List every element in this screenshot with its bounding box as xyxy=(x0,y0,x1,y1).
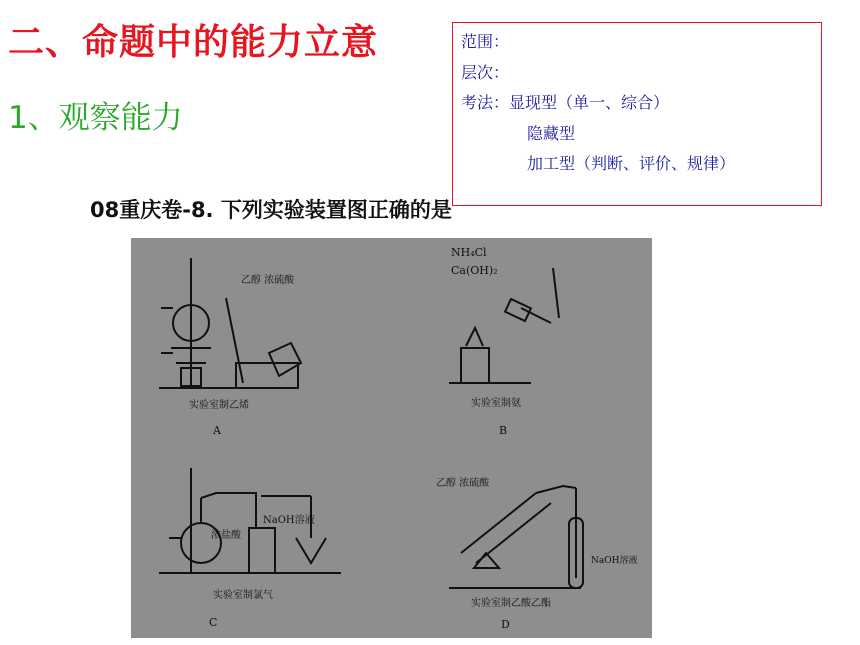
panel-c-reagent-label: 浓盐酸 xyxy=(211,530,241,541)
panel-d-apparatus xyxy=(449,486,583,588)
panel-d-reagent-label: 乙醇 浓硫酸 xyxy=(436,478,490,489)
panel-b-apparatus xyxy=(449,268,559,383)
panel-a-caption: 实验室制乙烯 xyxy=(189,400,249,411)
section-heading: 1、观察能力 xyxy=(8,100,183,136)
panel-c-reagent-label-2: NaOH溶液 xyxy=(263,515,315,526)
notes-line-scope: 范围： xyxy=(461,32,510,51)
notes-line-hidden: 隐藏型 xyxy=(527,123,576,143)
slide-title: 二、命题中的能力立意 xyxy=(8,22,379,63)
panel-d-letter: D xyxy=(501,618,510,631)
panel-b-reagent-2: Ca(OH)₂ xyxy=(451,264,498,277)
panel-a-letter: A xyxy=(213,424,221,437)
panel-a-reagent-label: 乙醇 浓硫酸 xyxy=(241,275,295,286)
notes-line-method: 考法：显现型（单一、综合） xyxy=(461,93,670,112)
panel-b-reagent-1: NH₄Cl xyxy=(451,246,487,259)
panel-b-caption: 实验室制氨 xyxy=(471,398,521,409)
apparatus-figure xyxy=(131,238,652,638)
question-text: 08重庆卷-8. 下列实验装置图正确的是 xyxy=(90,198,452,222)
notes-line-level: 层次： xyxy=(461,62,510,82)
panel-d-caption: 实验室制乙酸乙酯 xyxy=(471,598,551,609)
panel-c-caption: 实验室制氯气 xyxy=(213,590,273,601)
notes-line-processed: 加工型（判断、评价、规律） xyxy=(527,154,736,173)
panel-c-letter: C xyxy=(209,616,218,629)
panel-b-letter: B xyxy=(499,424,508,437)
notes-box xyxy=(452,22,822,206)
panel-d-reagent-label-2: NaOH溶液 xyxy=(591,556,638,566)
